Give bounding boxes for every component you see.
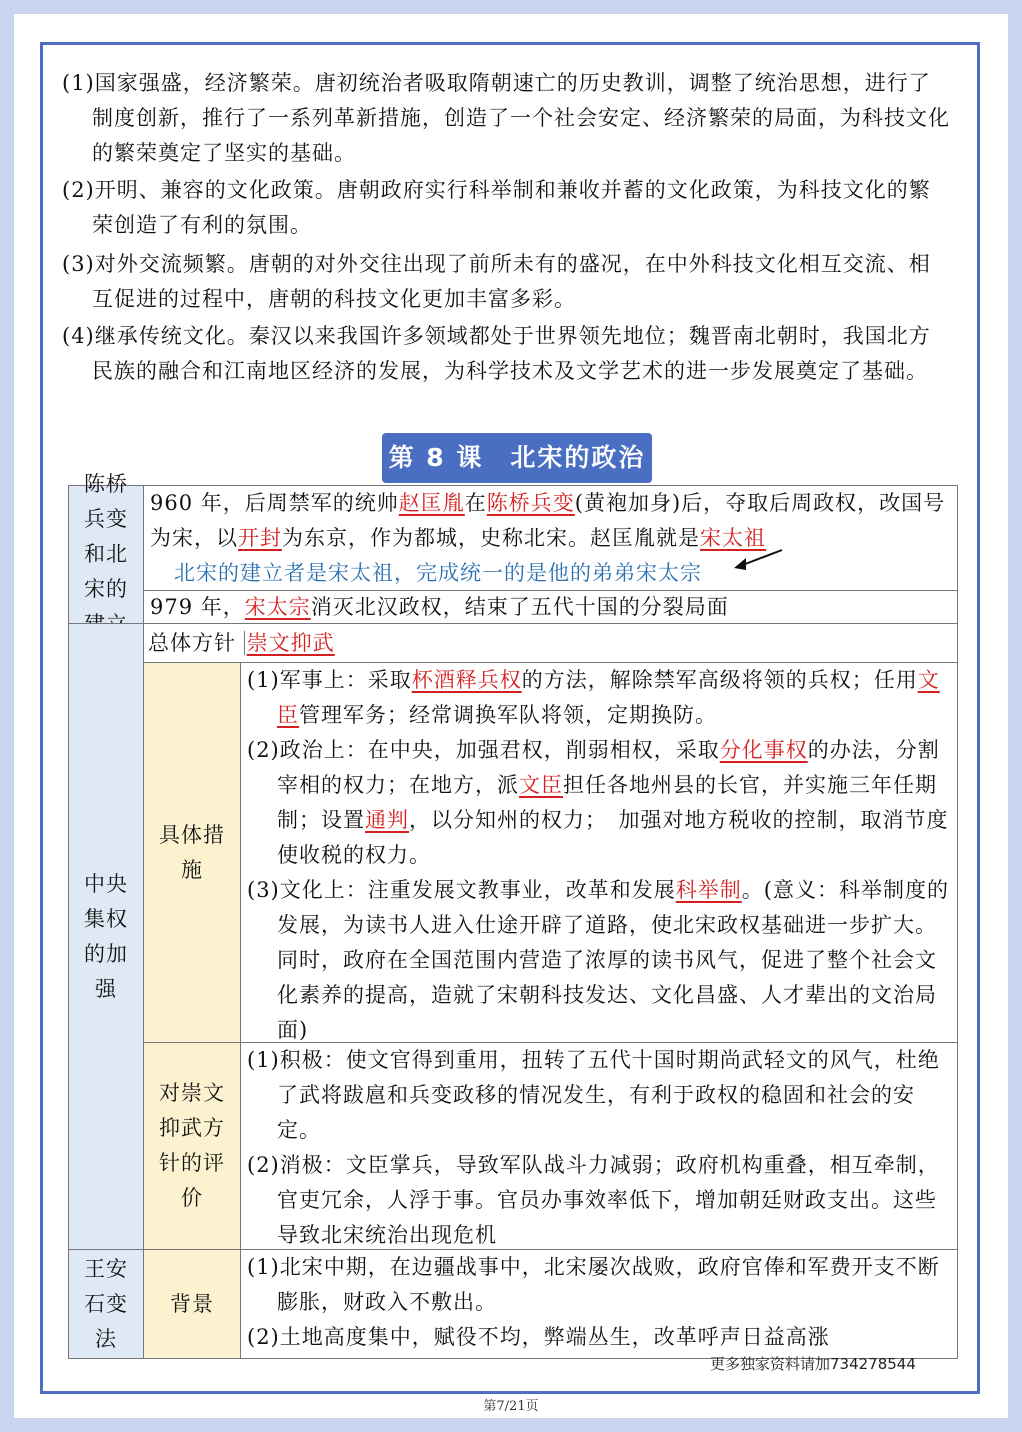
evaluation-positive: (1)积极：使文官得到重用，扭转了五代十国时期尚武轻文的风气，杜绝了武将跋扈和兵变政移的情况发生，有利于政权的稳固和社会的安定。	[247, 1048, 940, 1142]
measure-politics	[247, 733, 953, 873]
text: (黄袍加身)后，夺取后周政权，改国号为宋，以	[150, 491, 946, 550]
founding-paragraph	[150, 486, 953, 556]
evaluation-label: 对崇文抑武方针的评价	[159, 1081, 225, 1210]
measure-culture	[247, 873, 953, 1048]
section-label-text: 中央集权的加强	[84, 871, 128, 1001]
section-label-text: 陈桥兵变和北宋的	[84, 472, 128, 601]
founding-content-2	[143, 590, 958, 624]
highlight-term: 分化事权	[719, 738, 808, 762]
section-label-centralization	[68, 623, 144, 1250]
text: (3)文化上：注重发展文教事业，改革和发展	[247, 878, 676, 902]
highlight-term: 宋太宗	[244, 595, 311, 619]
founding-content	[143, 485, 958, 591]
text: 管理军务；经常调换军队将领，定期换防。	[299, 703, 717, 727]
text: 消灭北汉政权，结束了五代十国的分裂局面	[310, 595, 729, 619]
background-label-cell	[143, 1249, 241, 1359]
highlight-term: 文臣	[519, 773, 563, 797]
text: 担任各地州县的长官，并实施三年任期制；设置	[277, 773, 937, 832]
measures-label-cell	[143, 662, 241, 1043]
highlight-term: 科举制	[675, 878, 742, 902]
policy-label: 总体方针	[148, 631, 236, 655]
text: (1)军事上：采取	[247, 668, 412, 692]
intro-paragraph-4: (4)继承传统文化。秦汉以来我国许多领域都处于世界领先地位；魏晋南北朝时，我国北方民族的融合和江南地区经济的发展，为科学技术及文学艺术的进一步发展奠定了基础。	[62, 324, 931, 383]
highlight-term: 文臣	[277, 668, 940, 727]
page-number: 第7/21页	[483, 1399, 539, 1414]
text: (2)政治上：在中央，加强君权，削弱相权，采取	[247, 738, 720, 762]
intro-paragraph-3: (3)对外交流频繁。唐朝的对外交往出现了前所未有的盛况，在中外科技文化相互交流、相互促进的过程中，唐朝的科技文化更加丰富多彩。	[62, 252, 931, 311]
highlight-term: 赵匡胤	[398, 491, 465, 515]
text: 的办法，分割宰相的权力；在地方，派	[277, 738, 940, 797]
background-label: 背景	[170, 1291, 214, 1316]
text: ，以分知州的权力； 加强对地方税收的控制，取消节度使收税的权力。	[277, 808, 949, 867]
founding-note	[150, 556, 953, 591]
evaluation-label-cell	[143, 1042, 241, 1250]
highlight-term: 宋太祖	[700, 526, 766, 550]
intro-paragraph-1: (1)国家强盛，经济繁荣。唐初统治者吸取隋朝速亡的历史教训，调整了统治思想，进行了制度创新，推行了一系列革新措施，创造了一个社会安定、经济繁荣的局面，为科技文化的繁荣奠定了坚实的基础。	[62, 71, 950, 165]
background-point-1: (1)北宋中期，在边疆战事中，北宋屡次战败，政府官俸和军费开支不断膨胀，财政入不敷出。	[247, 1255, 940, 1314]
highlight-term: 通判	[365, 808, 409, 832]
text: 。(意义：科举制度的发展，为读书人进入仕途开辟了道路，使北宋政权基础进一步扩大。同时，政府在全国范围内营造了浓厚的读书风气，促进了整个社会文化素养的提高，造就了宋朝科技发达、文化昌盛、人才辈出的文治局面)	[277, 878, 949, 1042]
footer-ad: 更多独家资料请加734278544	[710, 1355, 916, 1373]
policy-row	[143, 623, 958, 663]
text: 在	[464, 491, 487, 515]
section-label-text: 王安石变法	[84, 1256, 128, 1351]
evaluation-negative: (2)消极：文臣掌兵，导致军队战斗力减弱；政府机构重叠，相互牵制，官吏冗余，人浮于事。官员办事效率低下，增加朝廷财政支出。这些导致北宋统治出现危机	[247, 1153, 940, 1247]
background-content	[240, 1249, 958, 1359]
evaluation-content	[240, 1042, 958, 1250]
measures-content	[240, 662, 958, 1043]
section-label-founding	[68, 472, 144, 624]
text: 的方法，解除禁军高级将领的兵权；任用	[521, 668, 918, 692]
policy-value: 崇文抑武	[244, 631, 335, 655]
lesson-title: 第 8 课 北宋的政治	[382, 433, 652, 483]
intro-section	[62, 66, 952, 391]
note-text: 北宋的建立者是宋太祖，完成统一的是他的弟弟宋太宗	[174, 561, 702, 585]
measure-military	[247, 663, 953, 733]
arrow-icon	[730, 546, 790, 576]
highlight-term: 开封	[238, 526, 282, 550]
highlight-term: 陈桥兵变	[486, 491, 575, 515]
intro-paragraph-2: (2)开明、兼容的文化政策。唐朝政府实行科举制和兼收并蓄的文化政策，为科技文化的繁荣创造了有利的氛围。	[62, 178, 931, 237]
text: 979 年，	[150, 595, 245, 619]
text: 960 年，后周禁军的统帅	[150, 491, 399, 515]
section-label-reform	[68, 1249, 144, 1359]
text: 为东京，作为都城，史称北宋。赵匡胤就是	[282, 526, 700, 550]
background-point-2: (2)土地高度集中，赋役不均，弊端丛生，改革呼声日益高涨	[247, 1325, 830, 1349]
measures-label: 具体措施	[159, 822, 225, 882]
highlight-term: 杯酒释兵权	[411, 668, 522, 692]
